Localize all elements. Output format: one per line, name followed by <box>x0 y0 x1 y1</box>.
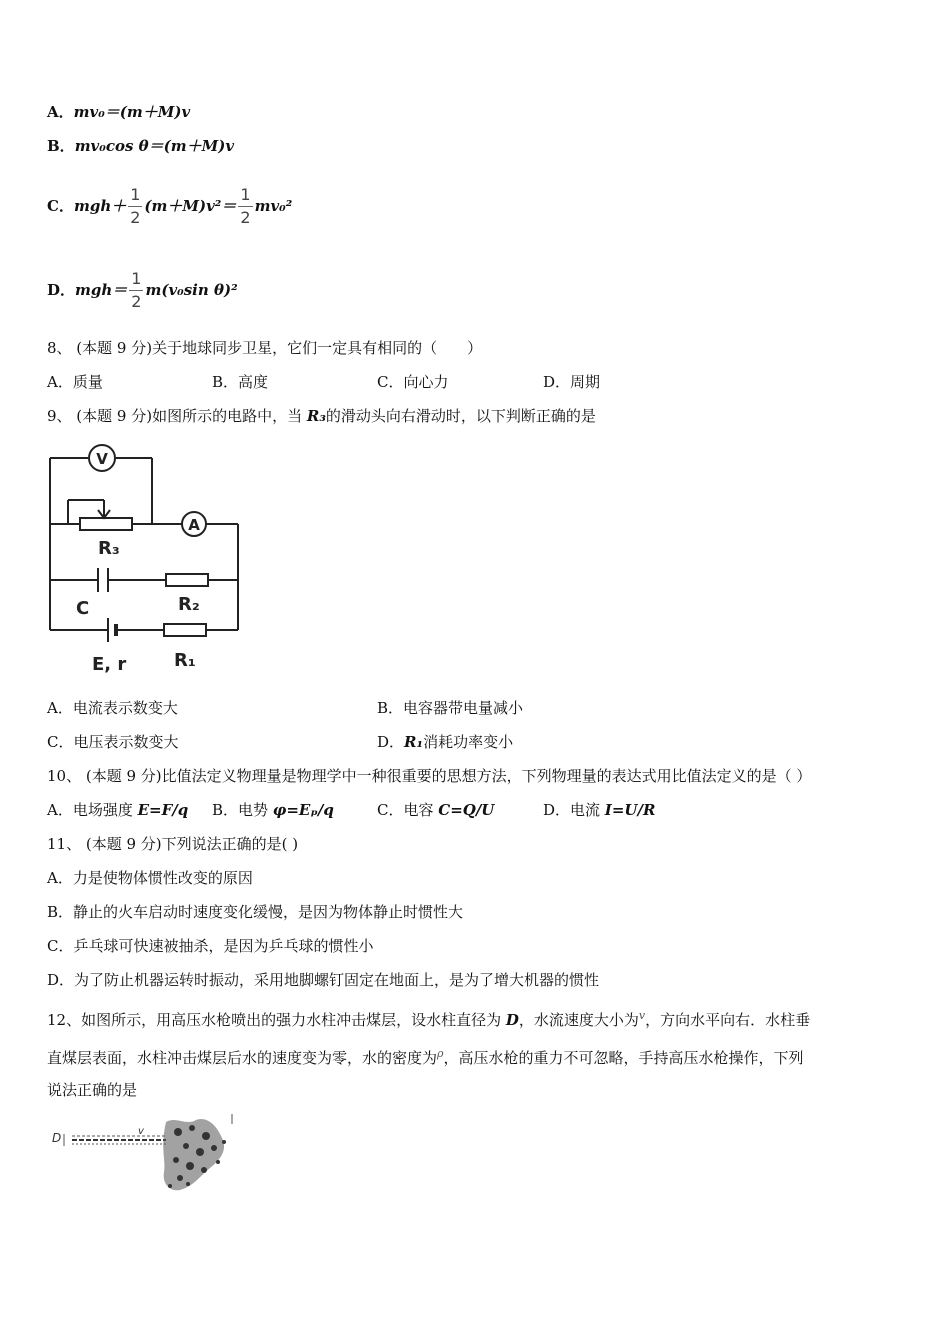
voltmeter-label: V <box>96 450 108 468</box>
q12-line-3: 说法正确的是 <box>47 1081 138 1099</box>
water-jet <box>64 1134 166 1146</box>
q10-option-a-formula: E=F/q <box>137 801 189 819</box>
q10-option-c-formula: C=Q/U <box>438 801 495 819</box>
q7-option-c-part1: mgh＋ <box>73 197 127 215</box>
q9-stem <box>47 406 596 426</box>
q10-stem: 10、 (本题 9 分)比值法定义物理量是物理学中一种很重要的思想方法，下列物理量的表达式用比值法定义的是（ ） <box>47 767 812 785</box>
q7-option-c-part3: mv₀² <box>254 197 293 215</box>
q12-line1-b: ，水流速度大小为 <box>518 1011 639 1029</box>
q9-option-d-pre: D． <box>377 733 405 751</box>
q7-option-a-expr: mv₀＝(m＋M)v <box>73 103 191 121</box>
r3-resistor <box>80 518 132 530</box>
fraction-numerator: 1 <box>238 184 252 207</box>
r1-resistor <box>164 624 206 636</box>
q8-option-a: A．质量 <box>47 373 103 391</box>
q9-option-d <box>377 732 513 752</box>
q8-option-d: D．周期 <box>543 373 601 391</box>
q10-option-b-formula: φ=Eₚ/q <box>272 801 334 819</box>
r1-label: R₁ <box>174 650 196 671</box>
q7-option-c-label: C． <box>47 197 74 215</box>
q12-line2-b: ，高压水枪的重力不可忽略，手持高压水枪操作，下列 <box>443 1049 804 1067</box>
q9-option-a: A．电流表示数变大 <box>47 699 178 717</box>
q7-option-d-part2: m(v₀sin θ)² <box>145 281 238 299</box>
fraction-denominator: 2 <box>240 207 251 227</box>
q11-option-b: B．静止的火车启动时速度变化缓慢，是因为物体静止时惯性大 <box>47 903 464 921</box>
r2-label: R₂ <box>178 594 200 615</box>
q8-option-c: C．向心力 <box>377 373 449 391</box>
r2-resistor <box>166 574 208 586</box>
fraction-denominator: 2 <box>131 291 142 311</box>
battery-label: E, r <box>92 654 127 675</box>
q11-stem: 11、 (本题 9 分)下列说法正确的是( ) <box>47 835 299 853</box>
coal-seam <box>163 1119 226 1190</box>
q7-option-b <box>47 136 234 156</box>
q7-option-c-part2: (m＋M)v²＝ <box>144 197 237 215</box>
q12-symbol-rho: ρ <box>437 1047 444 1060</box>
q9-stem-var: R₃ <box>306 407 326 425</box>
q12-line1-c: ，方向水平向右．水柱垂 <box>645 1011 811 1029</box>
q8-option-b: B．高度 <box>212 373 269 391</box>
q10-option-c <box>377 800 494 820</box>
q12-var-d: D <box>505 1011 519 1029</box>
ammeter-label: A <box>188 516 200 534</box>
q11-option-a: A．力是使物体惯性改变的原因 <box>47 869 253 887</box>
q12-line-1 <box>47 1006 810 1030</box>
q7-option-d <box>47 256 238 324</box>
q9-option-c: C．电压表示数变大 <box>47 733 179 751</box>
q10-option-b-pre: B．电势 <box>212 801 273 819</box>
q9-option-b: B．电容器带电量减小 <box>377 699 524 717</box>
q12-line-2 <box>47 1044 804 1068</box>
q7-option-d-part1: mgh＝ <box>75 281 128 299</box>
q9-stem-post: 的滑动头向右滑动时，以下判断正确的是 <box>325 407 596 425</box>
q7-option-c-fraction-2 <box>238 184 252 229</box>
q10-option-a-pre: A．电场强度 <box>47 801 138 819</box>
q7-option-a-label: A． <box>47 103 74 121</box>
q9-option-d-var: R₁ <box>404 733 424 751</box>
q7-option-d-fraction <box>129 268 143 313</box>
water-jet-figure <box>50 1112 240 1198</box>
q11-option-c: C．乒乓球可快速被抽杀，是因为乒乓球的惯性小 <box>47 937 374 955</box>
figure-d-label: D <box>52 1131 62 1145</box>
q10-option-a <box>47 800 188 820</box>
q9-stem-pre: 9、 (本题 9 分)如图所示的电路中，当 <box>47 407 307 425</box>
capacitor-label: C <box>76 598 90 619</box>
q12-symbol-v: v <box>638 1009 646 1022</box>
q10-option-d <box>543 800 655 820</box>
q9-option-d-post: 消耗功率变小 <box>423 733 514 751</box>
q7-option-d-label: D． <box>47 281 76 299</box>
q7-option-a <box>47 102 190 122</box>
q10-option-d-formula: I=U/R <box>604 801 656 819</box>
q10-option-b <box>212 800 334 820</box>
fraction-numerator: 1 <box>128 184 142 207</box>
circuit-diagram <box>40 438 250 676</box>
q7-option-c-fraction <box>128 184 142 229</box>
fraction-numerator: 1 <box>129 268 143 291</box>
fraction-denominator: 2 <box>130 207 141 227</box>
q7-option-c <box>47 172 292 240</box>
figure-v-label: v <box>138 1126 144 1137</box>
r3-label: R₃ <box>98 538 120 559</box>
q7-option-b-expr: mv₀cos θ＝(m＋M)v <box>74 137 235 155</box>
q8-stem: 8、 (本题 9 分)关于地球同步卫星，它们一定具有相同的（ ） <box>47 339 483 357</box>
q10-option-c-pre: C．电容 <box>377 801 439 819</box>
q12-line1-a: 12、如图所示，用高压水枪喷出的强力水柱冲击煤层，设水柱直径为 <box>47 1011 506 1029</box>
q12-line2-a: 直煤层表面，水柱冲击煤层后水的速度变为零，水的密度为 <box>47 1049 438 1067</box>
q10-option-d-pre: D．电流 <box>543 801 605 819</box>
q11-option-d: D．为了防止机器运转时振动，采用地脚螺钉固定在地面上，是为了增大机器的惯性 <box>47 971 600 989</box>
q7-option-b-label: B． <box>47 137 75 155</box>
